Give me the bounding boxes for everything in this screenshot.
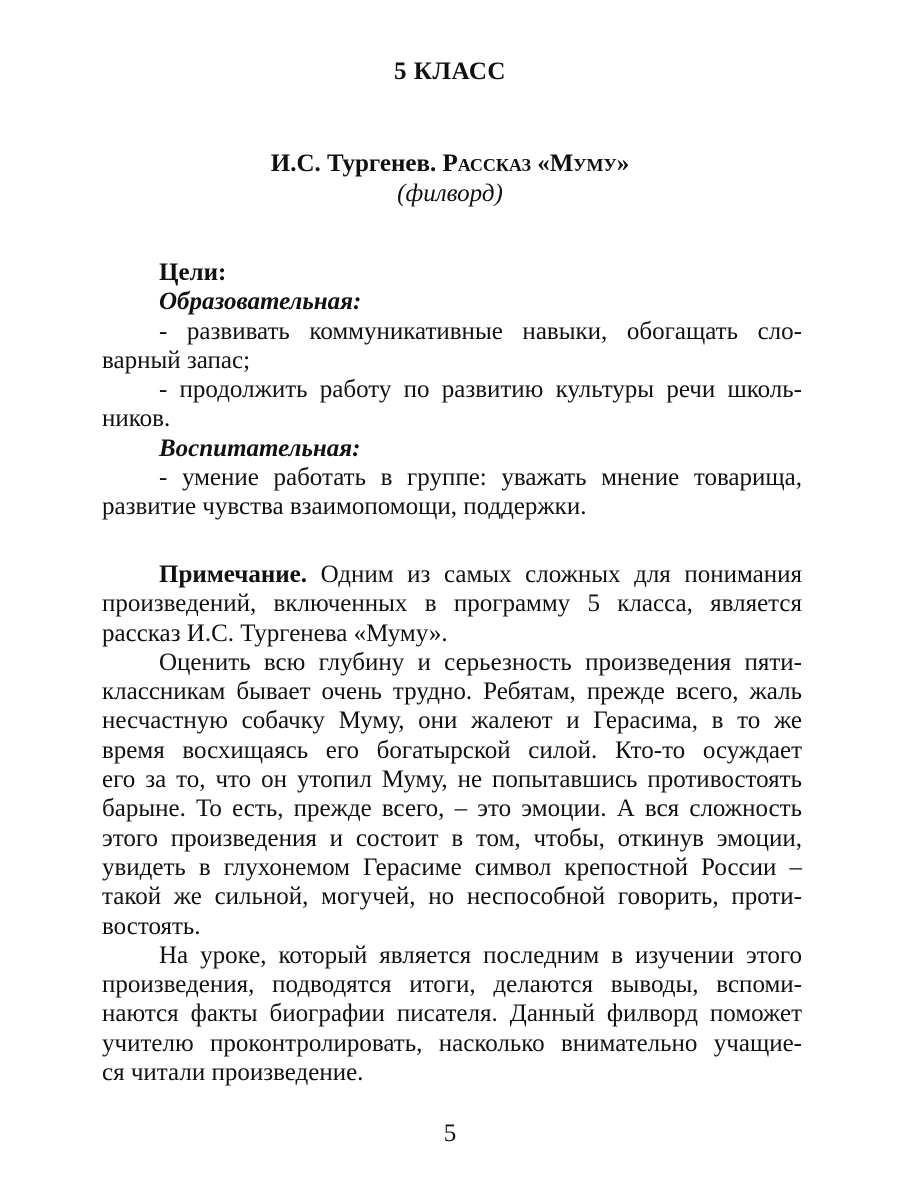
upbringing-goal-label: Воспитательная: xyxy=(159,434,361,462)
note-paragraph-line: На уроке, который является последним в изучении этого xyxy=(159,941,802,969)
note-paragraph-line: такой же сильной, могучей, но неспособной говорить, проти- xyxy=(102,883,802,911)
note-paragraph-line: барыне. То есть, прежде всего, – это эмоции. А вся сложность xyxy=(102,795,802,823)
upbringing-goal-line: - умение работать в группе: уважать мнение товарища, xyxy=(159,464,802,492)
educational-goal-line: варный запас; xyxy=(102,346,251,374)
lesson-title xyxy=(0,150,900,178)
note-paragraph-line: этого произведения и состоит в том, чтобы, откинув эмоции, xyxy=(102,824,802,852)
note-paragraph-line: произведения, подводятся итоги, делаются выводы, вспоми- xyxy=(102,971,802,999)
note-first-line xyxy=(102,560,802,589)
page-number: 5 xyxy=(443,1120,457,1147)
note-paragraph-line: увидеть в глухонемом Герасиме символ крепостной России – xyxy=(102,853,802,881)
note-paragraph-line: Оценить всю глубину и серьезность произведения пяти- xyxy=(159,648,802,676)
lesson-title-author: И.С. Тургенев. xyxy=(270,150,437,177)
educational-goal-line: - продолжить работу по развитию культуры речи школь- xyxy=(159,376,802,404)
note-paragraph-line: ся читали произведение. xyxy=(102,1059,364,1087)
goals-section xyxy=(102,258,802,522)
note-paragraph-line: учителю проконтролировать, насколько внимательно учащие- xyxy=(102,1029,802,1057)
educational-goal-line: ников. xyxy=(102,405,171,433)
educational-goal-line: - развивать коммуникативные навыки, обогащать сло- xyxy=(159,317,802,345)
educational-goal-label: Образовательная: xyxy=(159,288,362,316)
note-paragraph-line: несчастную собачку Муму, они жалеют и Герасима, в то же xyxy=(102,707,802,735)
note-paragraph-line: его за то, что он утопил Муму, не попытавшись противостоять xyxy=(102,766,802,794)
note-label: Примечание. xyxy=(159,561,308,588)
note-paragraph-line: произведений, включенных в программу 5 класса, является xyxy=(102,590,802,618)
note-first-line-text: Одним из самых сложных для понимания xyxy=(307,561,802,588)
note-paragraph-line: рассказ И.С. Тургенева «Муму». xyxy=(102,619,448,647)
note-paragraph-line: востоять. xyxy=(102,912,201,940)
goals-heading: Цели: xyxy=(159,259,227,286)
grade-heading: 5 КЛАСС xyxy=(394,58,506,85)
lesson-subtitle: (филворд) xyxy=(397,180,503,207)
note-paragraph-line: время восхищаясь его богатырской силой. Кто-то осуждает xyxy=(102,736,802,764)
lesson-title-work: Рассказ «Муму» xyxy=(442,150,630,177)
note-paragraph-line: классникам бывает очень трудно. Ребятам, прежде всего, жаль xyxy=(102,678,802,706)
note-section xyxy=(102,560,802,1087)
note-paragraph-line: наются факты биографии писателя. Данный филворд поможет xyxy=(102,1000,802,1028)
upbringing-goal-line: развитие чувства взаимопомощи, поддержки. xyxy=(102,493,587,521)
